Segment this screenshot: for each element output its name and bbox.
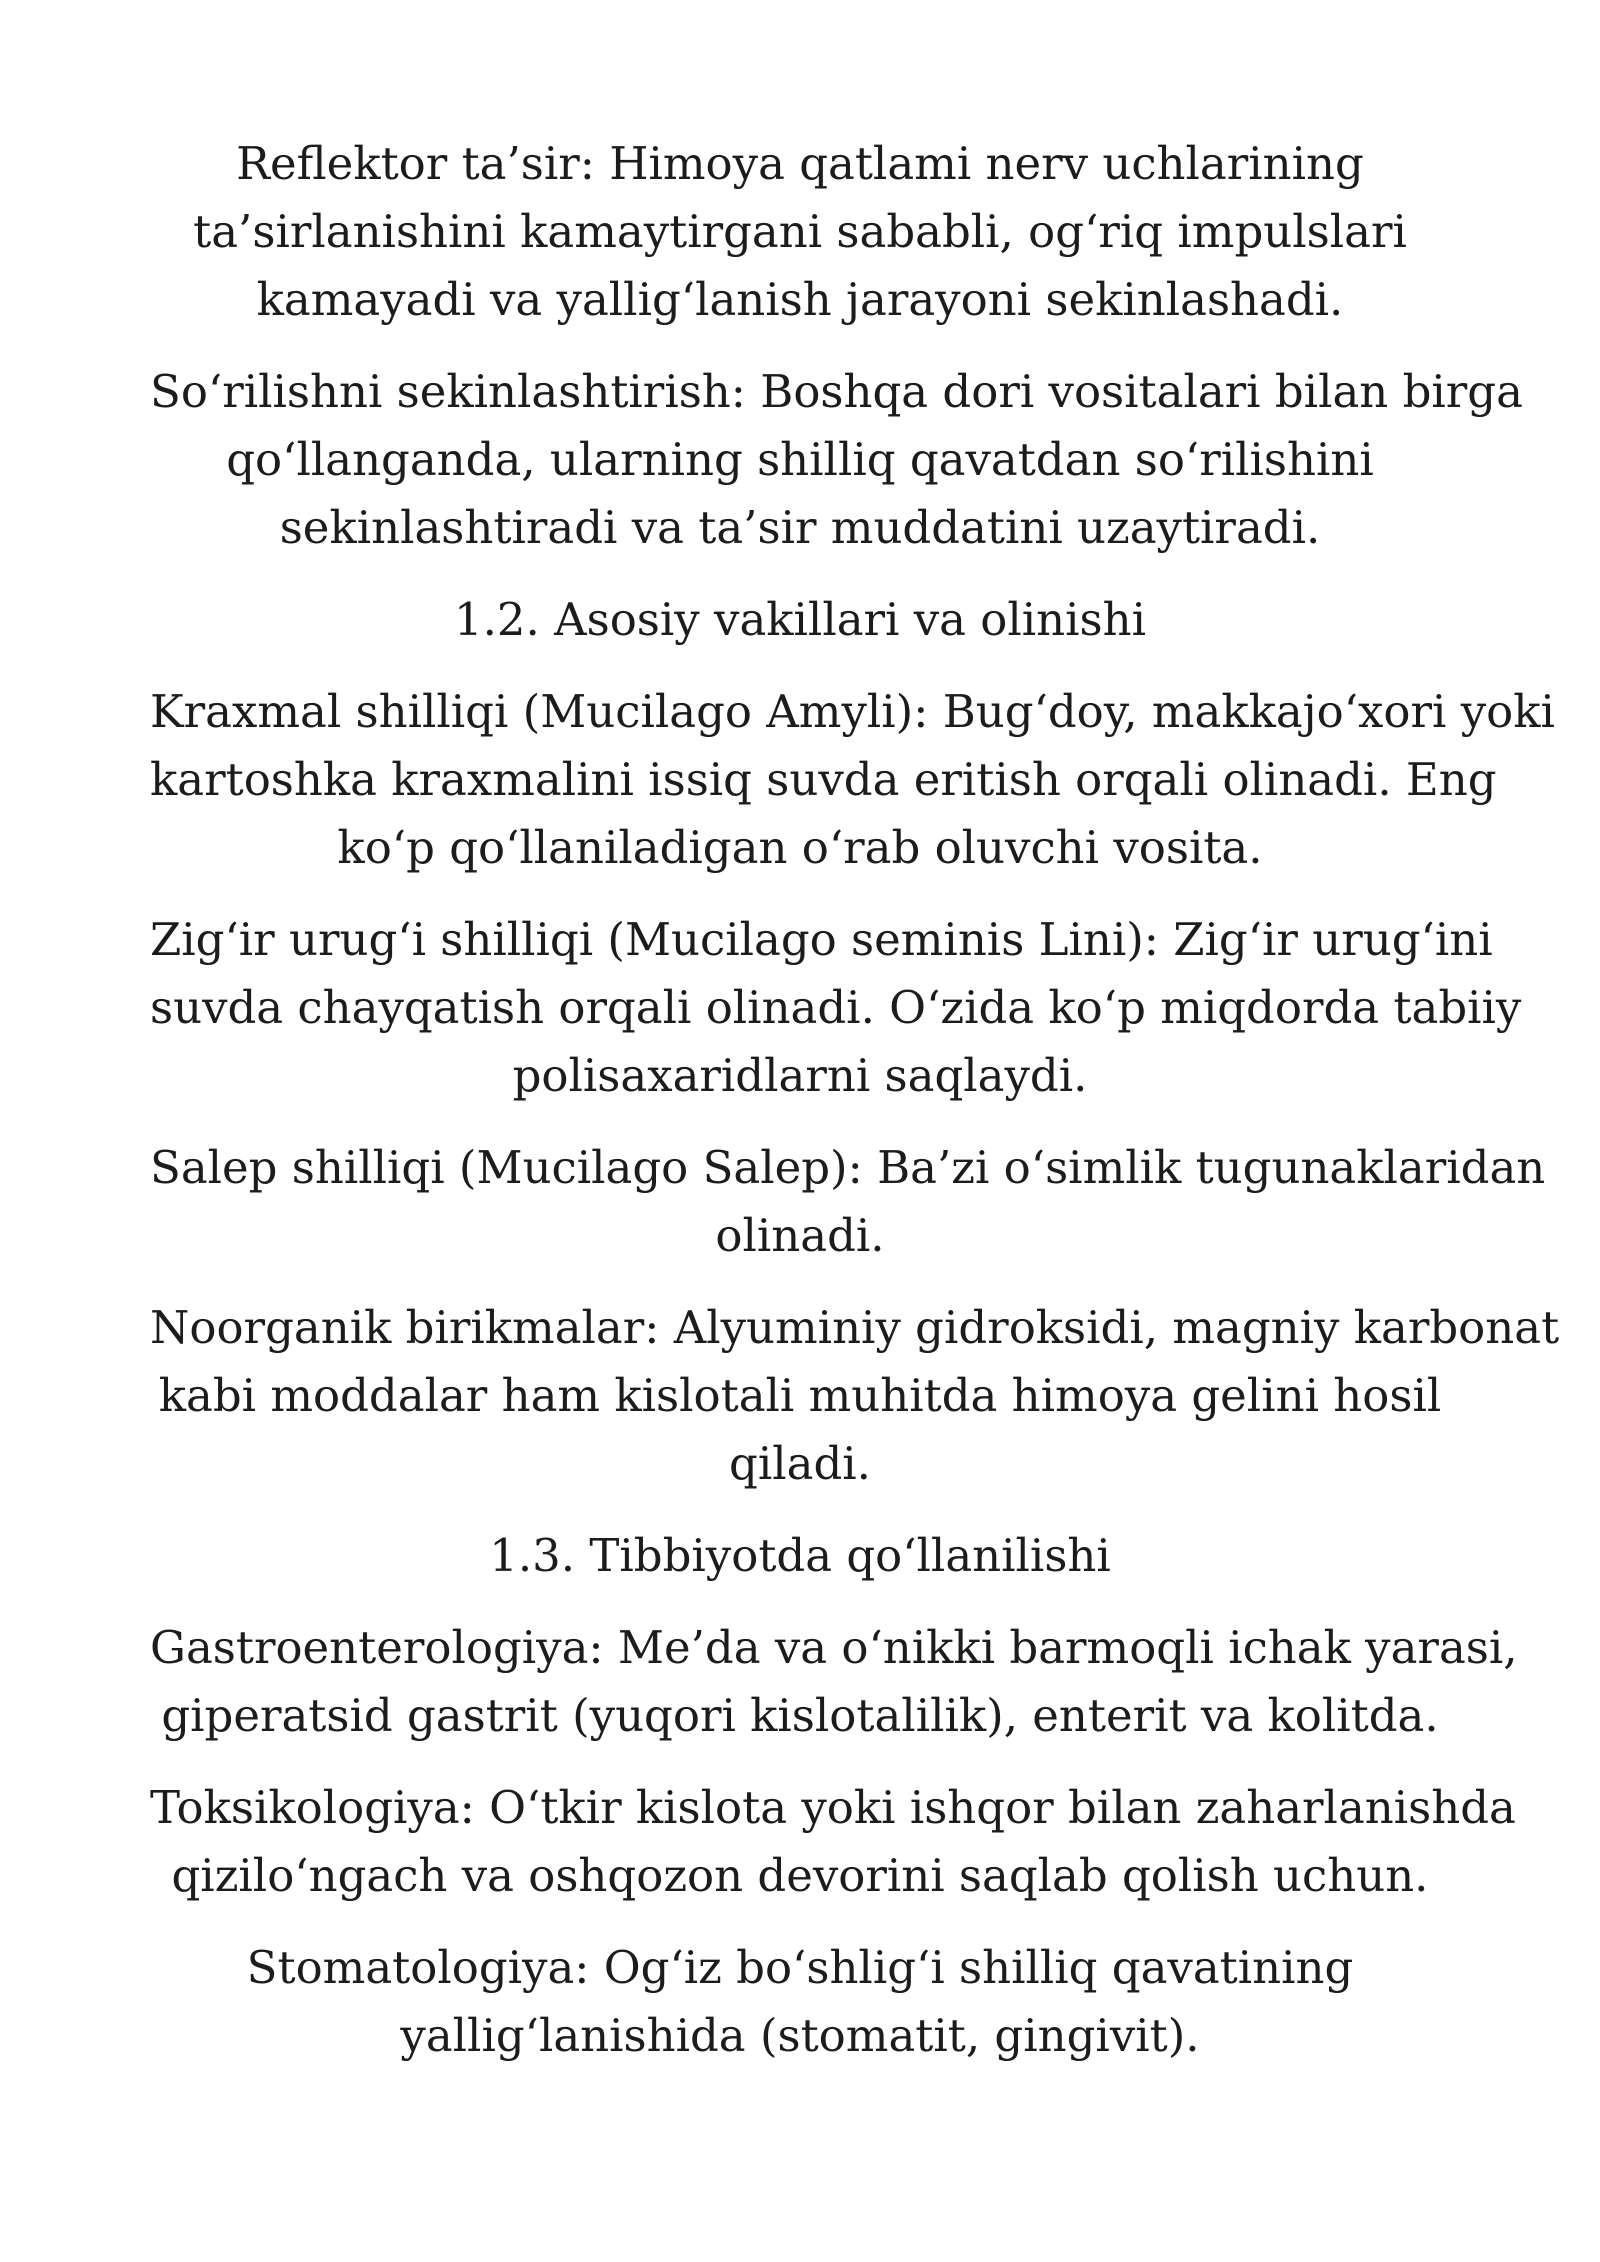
text-line: suvda chayqatish orqali olinadi. O‘zida ko‘p miqdorda tabiiy <box>150 981 1522 1034</box>
paragraph-inorganic-compounds <box>150 1294 1560 1498</box>
text-line: So‘rilishni sekinlashtirish: Boshqa dori vositalari bilan birga <box>150 365 1523 418</box>
text-line: Toksikologiya: O‘tkir kislota yoki ishqor bilan zaharlanishda <box>150 1781 1516 1834</box>
paragraph-reflex-action <box>150 130 1450 334</box>
section-heading-1-2 <box>150 586 1450 654</box>
text-line: yallig‘lanishida (stomatit, gingivit). <box>400 2009 1200 2062</box>
paragraph-gastroenterology <box>150 1614 1518 1750</box>
text-line: qizilo‘ngach va oshqozon devorini saqlab qolish uchun. <box>171 1849 1429 1902</box>
text-line: Stomatologiya: Og‘iz bo‘shlig‘i shilliq qavatining <box>246 1941 1354 1994</box>
text-line: Salep shilliqi (Mucilago Salep): Ba’zi o‘simlik tugunaklaridan <box>150 1141 1546 1194</box>
text-line: qo‘llanganda, ularning shilliq qavatdan so‘rilishini <box>226 433 1374 486</box>
text-line: polisaxaridlarni saqlaydi. <box>512 1049 1088 1102</box>
text-line: ta’sirlanishini kamaytirgani sababli, og‘riq impulslari <box>193 205 1407 258</box>
text-line: sekinlashtiradi va ta’sir muddatini uzaytiradi. <box>279 501 1321 554</box>
text-line: olinadi. <box>715 1209 885 1262</box>
text-line: kabi moddalar ham kislotali muhitda himoya gelini hosil <box>158 1369 1442 1422</box>
text-line: Kraxmal shilliqi (Mucilago Amyli): Bug‘doy, makkajo‘xori yoki <box>150 685 1555 738</box>
paragraph-flaxseed-mucilage <box>150 906 1522 1110</box>
heading-text: 1.2. Asosiy vakillari va olinishi <box>453 593 1147 646</box>
text-line: Reflektor ta’sir: Himoya qatlami nerv uchlarining <box>236 137 1364 190</box>
document-body <box>150 130 1560 2094</box>
text-line: Gastroenterologiya: Me’da va o‘nikki barmoqli ichak yarasi, <box>150 1621 1518 1674</box>
section-heading-1-3 <box>150 1522 1450 1590</box>
paragraph-absorption-slowing <box>150 358 1523 562</box>
text-line: Zig‘ir urug‘i shilliqi (Mucilago seminis Lini): Zig‘ir urug‘ini <box>150 913 1493 966</box>
heading-text: 1.3. Tibbiyotda qo‘llanilishi <box>489 1529 1111 1582</box>
paragraph-toxicology <box>150 1774 1516 1910</box>
paragraph-stomatology <box>150 1934 1450 2070</box>
text-line: giperatsid gastrit (yuqori kislotalilik), enterit va kolitda. <box>161 1689 1439 1742</box>
text-line: kartoshka kraxmalini issiq suvda eritish orqali olinadi. Eng <box>150 753 1497 806</box>
text-line: ko‘p qo‘llaniladigan o‘rab oluvchi vosita. <box>337 821 1263 874</box>
text-line: Noorganik birikmalar: Alyuminiy gidroksidi, magniy karbonat <box>150 1301 1560 1354</box>
paragraph-salep-mucilage <box>150 1134 1546 1270</box>
text-line: qiladi. <box>729 1437 871 1490</box>
paragraph-starch-mucilage <box>150 678 1555 882</box>
text-line: kamayadi va yallig‘lanish jarayoni sekinlashadi. <box>256 273 1344 326</box>
